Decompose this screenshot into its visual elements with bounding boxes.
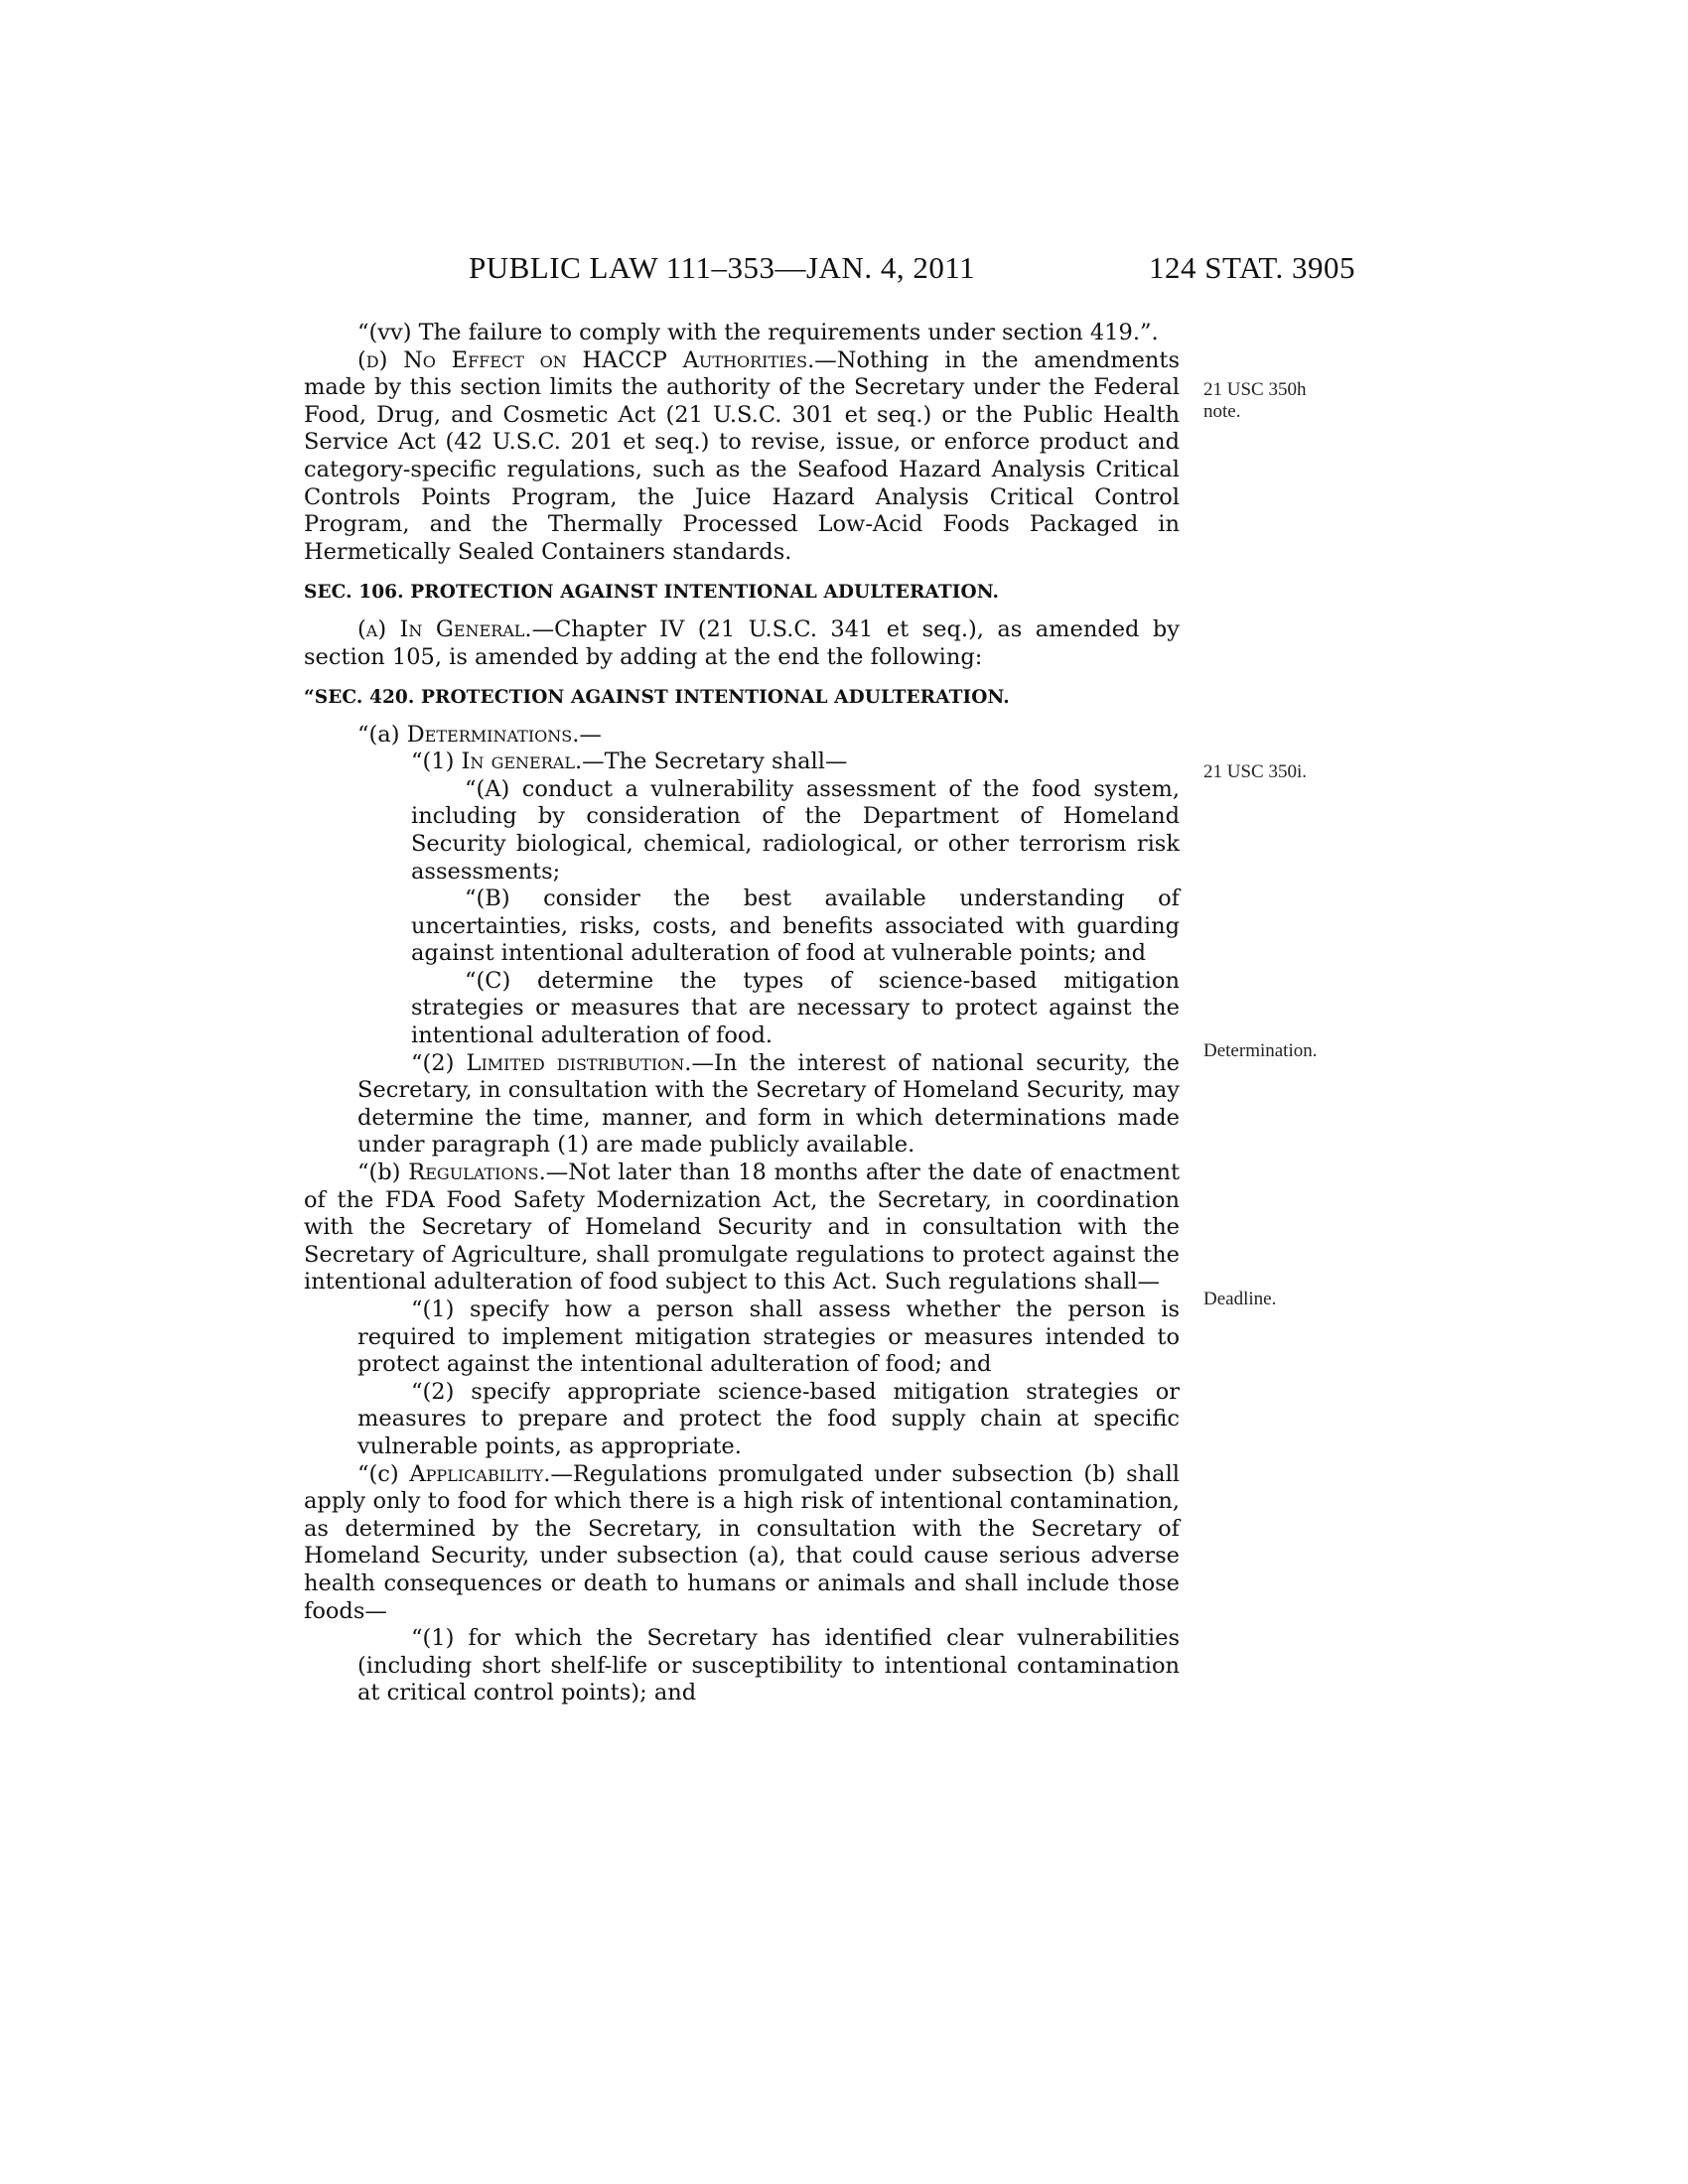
quote-open: “(1) <box>411 749 462 775</box>
quote-open: “(a) <box>357 721 407 748</box>
in-general-heading: In general <box>461 749 575 775</box>
law-title: PUBLIC LAW 111–353—JAN. 4, 2011 <box>469 250 976 285</box>
subsection-b-regulations <box>304 1160 1180 1297</box>
em-dash: .— <box>572 721 602 748</box>
margin-note-21-usc-350h <box>1203 379 1306 423</box>
quote-open: “(c) <box>357 1460 410 1487</box>
applicability-heading: Applicability <box>409 1460 544 1487</box>
statute-page-ref: 124 STAT. 3905 <box>1149 250 1356 285</box>
subsection-b-body: .—Not later than 18 months after the date of enactment of the FDA Food Safety Modernization Act, the Secretary, in coordination with the Secretary of Homeland Security and in consultation with the Secretary of Agriculture, shall promulgate regulations to protect against the intentional adulteration of food subject to this Act. Such regulations shall— <box>304 1160 1180 1296</box>
subsection-c-paragraph-1: “(1) for which the Secretary has identified clear vulnerabilities (including short shelf-life or susceptibility to intentional contamination at critical control points); and <box>357 1625 1180 1706</box>
subsection-d-heading: (d) No Effect on HACCP Authorities. <box>357 346 815 373</box>
subsection-a-determinations <box>304 722 1180 750</box>
paragraph-1-body: .—The Secretary shall— <box>574 749 848 775</box>
limited-distribution-heading: Limited distribution <box>466 1049 685 1076</box>
subsection-b-paragraph-2: “(2) specify appropriate science-based mitigation strategies or measures to prepare and protect the food supply chain at specific vulnerable points, as appropriate. <box>357 1378 1180 1459</box>
section-420-heading: “SEC. 420. PROTECTION AGAINST INTENTIONAL ADULTERATION. <box>304 686 1010 708</box>
margin-note-text: 21 USC 350h <box>1203 379 1307 400</box>
subsection-a-general <box>304 616 1180 671</box>
quote-open: “(b) <box>357 1160 409 1186</box>
margin-note-21-usc-350i: 21 USC 350i. <box>1203 761 1307 782</box>
paragraph-2-body: .—In the interest of national security, the Secretary, in consultation with the Secretary of Homeland Security, may determine the time, manner, and form in which determinations made under paragraph (1) are made publicly available. <box>357 1049 1180 1159</box>
statute-text <box>304 320 1180 1707</box>
margin-note-text: note. <box>1203 401 1241 422</box>
quote-open: “(2) <box>411 1049 467 1076</box>
determinations-heading: Determinations <box>406 721 573 748</box>
clause-vv: “(vv) The failure to comply with the requirements under section 419.”. <box>357 320 1159 345</box>
subsection-b-paragraph-1: “(1) specify how a person shall assess whether the person is required to implement mitigation strategies or measures intended to protect against the intentional adulteration of food; and <box>357 1297 1180 1378</box>
subparagraph-A: “(A) conduct a vulnerability assessment of the food system, including by consideration of the Department of Homeland Security biological, chemical, radiological, or other terrorism risk assessments; <box>411 775 1180 885</box>
subparagraph-C: “(C) determine the types of science-based mitigation strategies or measures that are necessary to protect against the intentional adulteration of food. <box>411 967 1180 1049</box>
paragraph-2-limited-distribution <box>304 1050 1180 1160</box>
paragraph-1-in-general <box>304 749 1180 776</box>
margin-note-deadline: Deadline. <box>1203 1289 1277 1309</box>
running-header <box>0 250 1688 290</box>
margin-note-determination: Determination. <box>1203 1040 1318 1061</box>
subsection-c-body: .—Regulations promulgated under subsection (b) shall apply only to food for which there is a high risk of intentional contamination, as determined by the Secretary, in consultation with the Secretary of Homeland Security, under subsection (a), that could cause serious adverse health consequences or death to humans or animals and shall include those foods— <box>304 1460 1180 1624</box>
subsection-a-body: —Chapter IV (21 U.S.C. 341 et seq.), as amended by section 105, is amended by adding at the end the following: <box>304 616 1180 670</box>
section-106-heading: SEC. 106. PROTECTION AGAINST INTENTIONAL ADULTERATION. <box>304 582 1000 604</box>
subsection-d <box>304 347 1180 567</box>
regulations-heading: Regulations <box>408 1160 539 1186</box>
subparagraph-B: “(B) consider the best available understanding of uncertainties, risks, costs, and benefits associated with guarding against intentional adulteration of food at vulnerable points; and <box>411 886 1180 967</box>
subsection-c-applicability <box>304 1461 1180 1626</box>
subsection-d-body: —Nothing in the amendments made by this section limits the authority of the Secretary under the Federal Food, Drug, and Cosmetic Act (21 U.S.C. 301 et seq.) or the Public Health Service Act (42 U.S.C. 201 et seq.) to revise, issue, or enforce product and category-specific regulations, such as the Seafood Hazard Analysis Critical Controls Points Program, the Juice Hazard Analysis Critical Control Program, and the Thermally Processed Low-Acid Foods Packaged in Hermetically Sealed Containers standards. <box>304 346 1180 565</box>
subsection-a-heading: (a) In General. <box>357 616 532 643</box>
